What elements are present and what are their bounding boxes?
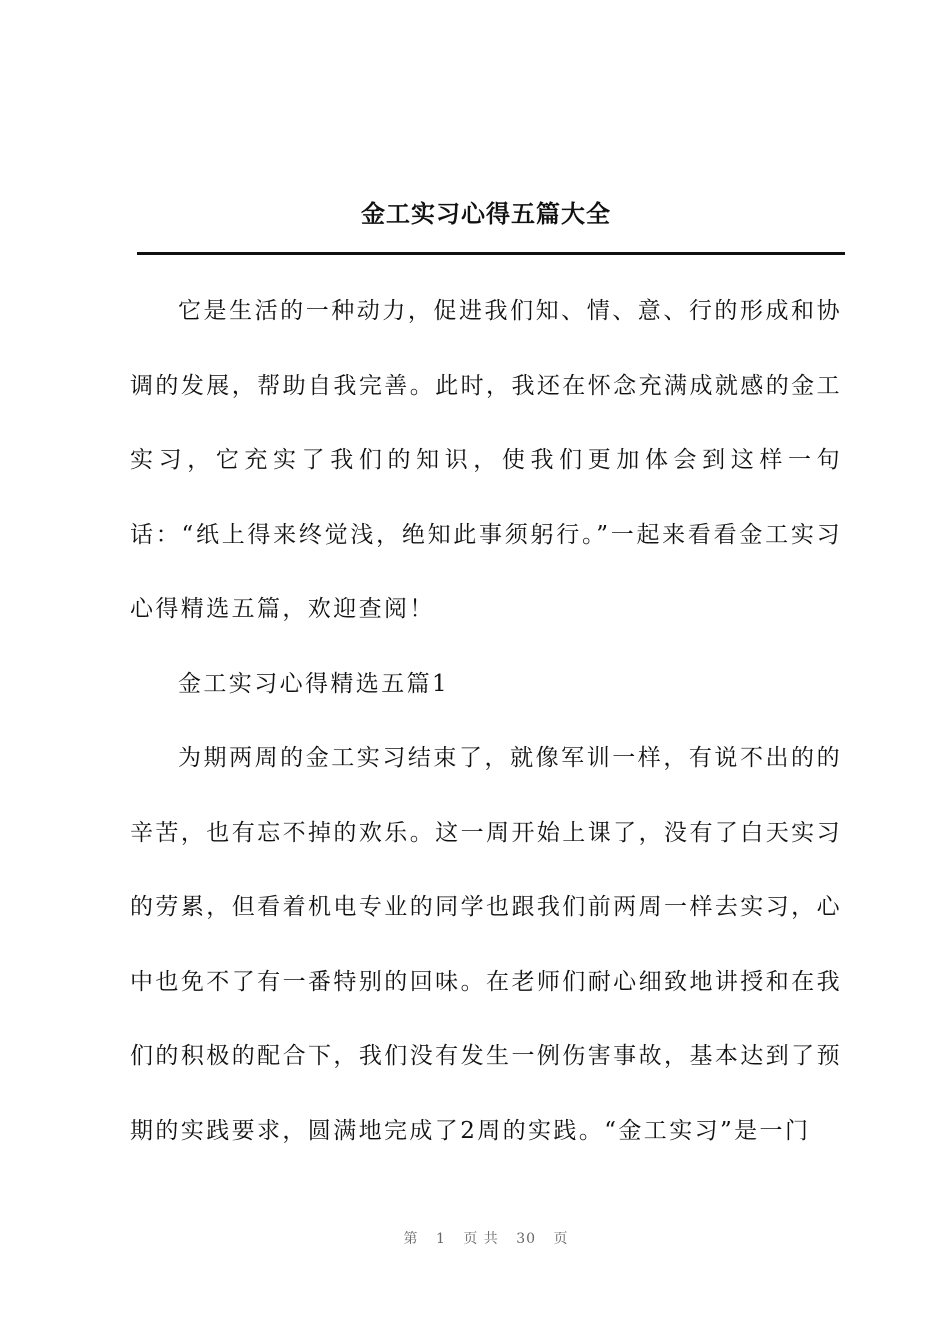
title-underline bbox=[137, 252, 845, 255]
paragraph-section-1: 为期两周的金工实习结束了，就像军训一样，有说不出的的辛苦，也有忘不掉的欢乐。这一周开始上课了，没有了白天实习的劳累，但看着机电专业的同学也跟我们前两周一样去实习，心中也免不了有一番特别的回味。在老师们耐心细致地讲授和在我们的积极的配合下，我们没有发生一例伤害事故，基本达到了预期的实践要求，圆满地完成了2周的实践。“金工实习”是一门 bbox=[130, 745, 842, 1144]
footer-total-pages: 30 bbox=[516, 1231, 537, 1247]
document-body bbox=[130, 274, 842, 1168]
section-heading: 金工实习心得精选五篇1 bbox=[178, 670, 450, 697]
page-footer bbox=[0, 1228, 950, 1248]
document-title: 金工实习心得五篇大全 bbox=[361, 199, 611, 228]
footer-label-end: 页 bbox=[553, 1231, 569, 1247]
footer-label-of: 页 共 bbox=[463, 1231, 499, 1247]
paragraph-intro: 它是生活的一种动力，促进我们知、情、意、行的形成和协调的发展，帮助自我完善。此时，我还在怀念充满成就感的金工实习，它充实了我们的知识，使我们更加体会到这样一句话：“纸上得来终觉浅，绝知此事须躬行。”一起来看看金工实习心得精选五篇，欢迎查阅！ bbox=[130, 298, 842, 622]
footer-current-page: 1 bbox=[435, 1231, 446, 1247]
footer-label-page: 第 bbox=[403, 1231, 419, 1247]
